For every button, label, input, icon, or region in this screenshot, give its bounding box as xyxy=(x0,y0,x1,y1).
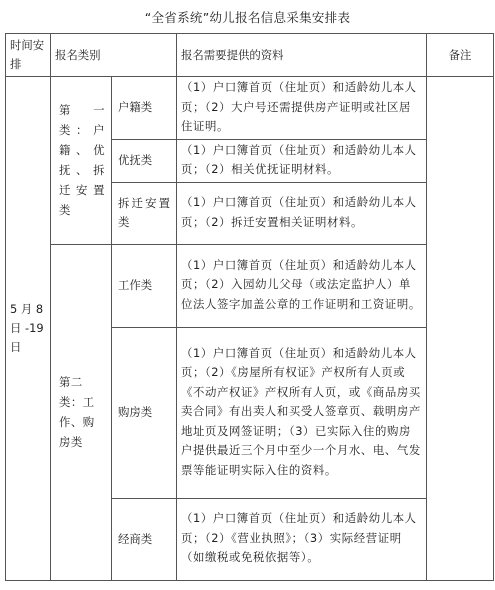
header-materials: 报名需要提供的资料 xyxy=(177,34,427,77)
schedule-cell: 5 月 8 日 -19 日 xyxy=(6,77,51,581)
materials-cell: （1）户口簿首页（住址页）和适龄幼儿本人页；（2）相关优抚证明材料。 xyxy=(177,139,427,182)
table-row xyxy=(6,77,494,140)
header-type: 报名类别 xyxy=(51,34,177,77)
notes-cell xyxy=(427,77,494,581)
subtype-cell: 拆迁安置类 xyxy=(112,182,177,244)
registration-table xyxy=(5,33,494,581)
materials-cell: （1）户口簿首页（住址页）和适龄幼儿本人页；（2）拆迁安置相关证明材料。 xyxy=(177,182,427,244)
materials-cell: （1）户口簿首页（住址页）和适龄幼儿本人页；（2）《房屋所有权证》产权所有人页或《不动产权证》产权所有人页，或《商品房买卖合同》有出卖人和买受人签章页、载明房产地址页及网签证明；（3）已实际入住的购房户提供最近三个月中至少一个月水、电、气发票等能证明实际入住的资料。 xyxy=(177,327,427,498)
subtype-cell: 户籍类 xyxy=(112,77,177,140)
table-row xyxy=(6,244,494,327)
header-time: 时间安排 xyxy=(6,34,51,77)
materials-cell: （1）户口簿首页（住址页）和适龄幼儿本人页；（2）大户号还需提供房产证明或社区居住证明。 xyxy=(177,77,427,140)
subtype-cell: 购房类 xyxy=(112,327,177,498)
category-cell: 第二类：工作、购房类 xyxy=(51,244,112,580)
category-cell: 第一类：户籍、优抚、拆迁安置类 xyxy=(51,77,112,245)
table-header-row xyxy=(6,34,494,77)
materials-cell: （1）户口簿首页（住址页）和适龄幼儿本人页；（2）《营业执照》；（3）实际经营证明（如缴税或免税依据等）。 xyxy=(177,498,427,580)
page-title: “全省系统”幼儿报名信息采集安排表 xyxy=(144,10,351,25)
materials-cell: （1）户口簿首页（住址页）和适龄幼儿本人页；（2）入园幼儿父母（或法定监护人）单位法人签字加盖公章的工作证明和工资证明。 xyxy=(177,244,427,327)
subtype-cell: 经商类 xyxy=(112,498,177,580)
subtype-cell: 优抚类 xyxy=(112,139,177,182)
subtype-cell: 工作类 xyxy=(112,244,177,327)
header-notes: 备注 xyxy=(427,34,494,77)
